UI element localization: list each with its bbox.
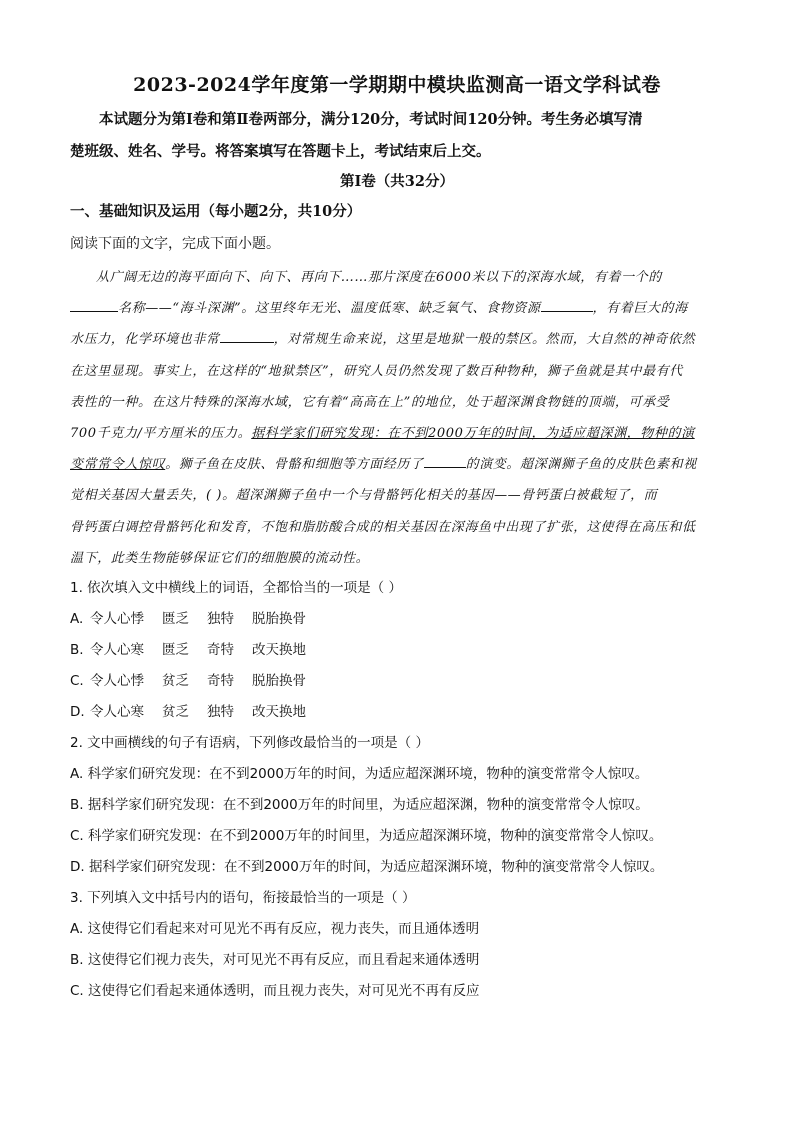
exam-instructions bbox=[70, 104, 724, 168]
fill-blank bbox=[220, 330, 274, 343]
passage-line: 表性的一种。在这片特殊的深海水域，它有着“高高在上”的地位，处于超深渊食物链的顶端，可承受 bbox=[70, 394, 670, 410]
question-2-option-d: D. 据科学家们研究发现：在不到2000万年的时间，为适应超深渊环境，物种的演变常常令人惊叹。 bbox=[70, 859, 664, 875]
question-2-stem: 2. 文中画横线的句子有语病，下列修改最恰当的一项是（ ） bbox=[70, 735, 429, 751]
question-1-option-a: A. 令人心悸 匮乏 独特 脱胎换骨 bbox=[70, 611, 306, 627]
fill-blank bbox=[70, 299, 118, 312]
passage-line: 从广阔无边的海平面向下、向下、再向下……那片深度在6000米以下的深海水域，有着一个的 bbox=[96, 270, 662, 285]
passage-line: 在这里显现。事实上，在这样的“地狱禁区”，研究人员仍然发现了数百种物种，狮子鱼就是其中最有代 bbox=[70, 363, 683, 379]
passage-line: 水压力，化学环境也非常 ，对常规生命来说，这里是地狱一般的禁区。然而，大自然的神奇依然 bbox=[70, 332, 696, 348]
passage-line: 名称——“海斗深渊”。这里终年无光、温度低寒、缺乏氧气、食物资源 ，有着巨大的海 bbox=[70, 293, 720, 324]
section-title: 一、基础知识及运用（每小题2分，共10分） bbox=[70, 203, 362, 220]
question-2-option-a: A. 科学家们研究发现：在不到2000万年的时间，为适应超深渊环境，物种的演变常常令人惊叹。 bbox=[70, 766, 649, 782]
question-3-option-a: A. 这使得它们看起来对可见光不再有反应，视力丧失，而且通体透明 bbox=[70, 921, 480, 937]
underlined-sentence: 变常常令人惊叹 bbox=[70, 457, 166, 473]
question-1-option-b: B. 令人心寒 匮乏 奇特 改天换地 bbox=[70, 642, 306, 658]
reading-passage bbox=[70, 262, 720, 574]
fill-blank bbox=[541, 299, 593, 312]
passage-line: 觉相关基因大量丢失，( )。超深渊狮子鱼中一个与骨骼钙化相关的基因——骨钙蛋白被截短了，而 bbox=[70, 488, 658, 504]
instructions-line-1: 本试题分为第Ⅰ卷和第Ⅱ卷两部分，满分120分，考试时间120分钟。考生务必填写清 bbox=[99, 111, 643, 128]
underlined-sentence: 据科学家们研究发现：在不到2000万年的时间，为适应超深渊，物种的演 bbox=[251, 425, 695, 441]
question-3-option-b: B. 这使得它们视力丧失，对可见光不再有反应，而且看起来通体透明 bbox=[70, 952, 480, 968]
exam-title: 2023-2024学年度第一学期期中模块监测高一语文学科试卷 bbox=[133, 74, 661, 96]
question-1-stem: 1. 依次填入文中横线上的词语，全都恰当的一项是（ ） bbox=[70, 580, 402, 596]
question-1-option-c: C. 令人心悸 贫乏 奇特 脱胎换骨 bbox=[70, 673, 306, 689]
questions bbox=[70, 573, 724, 1007]
volume-title: 第Ⅰ卷（共32分） bbox=[340, 173, 454, 190]
question-2-option-b: B. 据科学家们研究发现：在不到2000万年的时间里，为适应超深渊，物种的演变常常令人惊叹。 bbox=[70, 797, 649, 813]
question-2-option-c: C. 科学家们研究发现：在不到2000万年的时间里，为适应超深渊环境，物种的演变常常令人惊叹。 bbox=[70, 828, 663, 844]
instructions-line-2: 楚班级、姓名、学号。将答案填写在答题卡上，考试结束后上交。 bbox=[70, 143, 491, 160]
reading-instruction: 阅读下面的文字，完成下面小题。 bbox=[70, 236, 280, 252]
question-3-option-c: C. 这使得它们看起来通体透明，而且视力丧失，对可见光不再有反应 bbox=[70, 983, 480, 999]
passage-line: 骨钙蛋白调控骨骼钙化和发育，不饱和脂肪酸合成的相关基因在深海鱼中出现了扩张，这使得在高压和低 bbox=[70, 519, 696, 535]
question-1-option-d: D. 令人心寒 贫乏 独特 改天换地 bbox=[70, 704, 306, 720]
fill-blank bbox=[424, 455, 466, 468]
passage-line: 变常常令人惊叹。狮子鱼在皮肤、骨骼和细胞等方面经历了 的演变。超深渊狮子鱼的皮肤色素和视 bbox=[70, 457, 697, 473]
passage-line: 温下，此类生物能够保证它们的细胞膜的流动性。 bbox=[70, 550, 370, 566]
passage-line: 700千克力/平方厘米的压力。据科学家们研究发现：在不到2000万年的时间，为适应超深渊，物种的演 bbox=[70, 425, 695, 441]
question-3-stem: 3. 下列填入文中括号内的语句，衔接最恰当的一项是（ ） bbox=[70, 890, 416, 906]
